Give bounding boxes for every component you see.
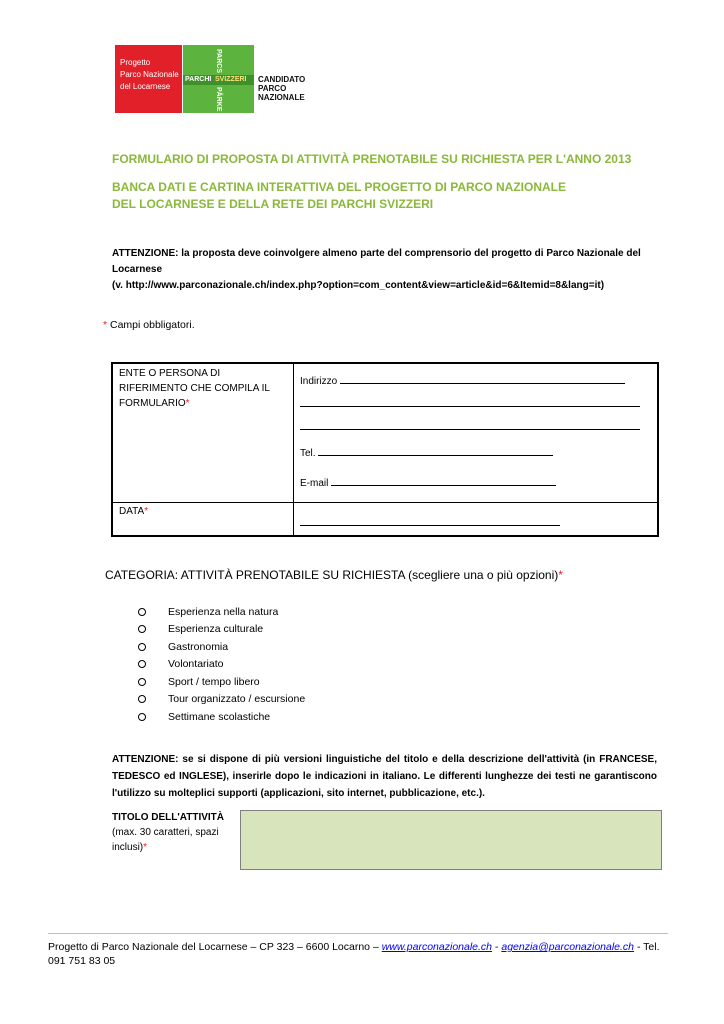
- page-footer: [48, 940, 673, 968]
- required-star: *: [103, 319, 108, 331]
- category-text: CATEGORIA: ATTIVITÀ PRENOTABILE SU RICHIESTA (scegliere una o più opzioni): [105, 568, 559, 582]
- category-option[interactable]: [138, 673, 305, 691]
- logo-parke: PÄRKE: [215, 87, 222, 112]
- category-title: [105, 568, 563, 582]
- radio-circle-icon[interactable]: [138, 678, 146, 686]
- radio-circle-icon[interactable]: [138, 660, 146, 668]
- radio-circle-icon[interactable]: [138, 608, 146, 616]
- required-star: *: [185, 398, 190, 409]
- required-text: Campi obbligatori.: [107, 319, 195, 331]
- option-label: Settimane scolastiche: [168, 710, 271, 723]
- required-star: *: [558, 568, 563, 582]
- tel-line[interactable]: [318, 446, 553, 456]
- footer-divider: [48, 933, 668, 934]
- logo-red-line: del Locarnese: [120, 82, 171, 91]
- category-option[interactable]: [138, 621, 305, 639]
- logo-red-line: Parco Nazionale: [120, 70, 179, 79]
- logo-red-line: Progetto: [120, 58, 151, 67]
- category-option[interactable]: [138, 603, 305, 621]
- category-option[interactable]: [138, 656, 305, 674]
- radio-circle-icon[interactable]: [138, 695, 146, 703]
- data-field[interactable]: [300, 516, 560, 529]
- tel-field[interactable]: [300, 446, 553, 459]
- footer-sep: -: [492, 941, 502, 953]
- option-label: Esperienza nella natura: [168, 605, 279, 618]
- logo-candidato-line: PARCO: [258, 84, 287, 93]
- category-options: [138, 603, 305, 726]
- titolo-hint: (max. 30 caratteri, spazi inclusi): [112, 827, 219, 853]
- logo-candidato-line: NAZIONALE: [258, 93, 305, 102]
- table-divider: [113, 502, 657, 503]
- subtitle-line: DEL LOCARNESE E DELLA RETE DEI PARCHI SVIZZERI: [112, 197, 434, 211]
- option-label: Sport / tempo libero: [168, 675, 260, 688]
- email-line[interactable]: [331, 476, 556, 486]
- titolo-label-block: [112, 810, 237, 855]
- indirizzo-line[interactable]: [340, 374, 625, 384]
- email-field[interactable]: [300, 476, 556, 489]
- project-logo: [115, 45, 305, 113]
- option-label: Volontariato: [168, 658, 224, 671]
- radio-circle-icon[interactable]: [138, 625, 146, 633]
- address-line[interactable]: [300, 420, 640, 430]
- email-label: E-mail: [300, 478, 332, 489]
- attention-note: [112, 246, 657, 294]
- address-line[interactable]: [300, 397, 640, 407]
- category-option[interactable]: [138, 638, 305, 656]
- footer-website-link[interactable]: www.parconazionale.ch: [381, 941, 493, 953]
- indirizzo-field[interactable]: [300, 374, 625, 387]
- required-star: *: [144, 506, 149, 517]
- footer-address: Progetto di Parco Nazionale del Locarnese – CP 323 – 6600 Locarno –: [48, 941, 382, 953]
- logo-parcs: PARCS: [215, 49, 222, 73]
- data-line[interactable]: [300, 516, 560, 526]
- logo-candidato-line: CANDIDATO: [258, 75, 306, 84]
- form-title: FORMULARIO DI PROPOSTA DI ATTIVITÀ PRENOTABILE SU RICHIESTA PER L'ANNO 2013: [112, 152, 632, 166]
- form-subtitle: [112, 179, 566, 213]
- contact-table: [111, 362, 659, 537]
- logo-red-block: [115, 45, 182, 113]
- subtitle-line: BANCA DATI E CARTINA INTERATTIVA DEL PROGETTO DI PARCO NAZIONALE: [112, 180, 566, 194]
- indirizzo-label: Indirizzo: [300, 376, 341, 387]
- attention-text: ATTENZIONE: la proposta deve coinvolgere almeno parte del comprensorio del progetto di Parco Nazionale del Locarnese: [112, 248, 641, 275]
- data-label: [119, 504, 148, 519]
- titolo-label: TITOLO DELL'ATTIVITÀ: [112, 812, 224, 823]
- titolo-input[interactable]: [240, 810, 662, 870]
- logo-green-block: [183, 45, 254, 113]
- logo-svizzeri: SVIZZERI: [215, 76, 247, 83]
- data-label-text: DATA: [119, 506, 145, 517]
- table-divider: [293, 364, 294, 535]
- option-label: Tour organizzato / escursione: [168, 693, 306, 706]
- radio-circle-icon[interactable]: [138, 643, 146, 651]
- option-label: Esperienza culturale: [168, 623, 264, 636]
- radio-circle-icon[interactable]: [138, 713, 146, 721]
- category-option[interactable]: [138, 708, 305, 726]
- indirizzo-line-2[interactable]: [300, 397, 640, 410]
- logo-parchi: PARCHI: [185, 76, 212, 83]
- option-label: Gastronomia: [168, 640, 229, 653]
- ente-label: [119, 366, 289, 411]
- tel-label: Tel.: [300, 448, 319, 459]
- language-attention-note: ATTENZIONE: se si dispone di più versioni linguistiche del titolo e della descrizione dell'attività (in FRANCESE, TEDESCO ed INGLESE), inserirle dopo le indicazioni in italiano. Le differenti lunghezze dei testi ne garantiscono l'utilizzo su molteplici supporti (applicazioni, sito internet, pubblicazione, etc.).: [112, 754, 657, 799]
- required-star: *: [143, 842, 148, 853]
- ente-label-text: ENTE O PERSONA DI RIFERIMENTO CHE COMPILA IL FORMULARIO: [119, 368, 270, 409]
- required-fields-note: [103, 319, 195, 331]
- footer-email-link[interactable]: agenzia@parconazionale.ch: [501, 941, 635, 953]
- logo-candidato: [258, 45, 305, 113]
- indirizzo-line-3[interactable]: [300, 420, 640, 433]
- category-option[interactable]: [138, 691, 305, 709]
- attention-link[interactable]: (v. http://www.parconazionale.ch/index.php?option=com_content&view=article&id=6&Itemid=8&lang=it): [112, 280, 605, 291]
- footer-tel: - Tel. 091 751 83 05: [48, 941, 660, 967]
